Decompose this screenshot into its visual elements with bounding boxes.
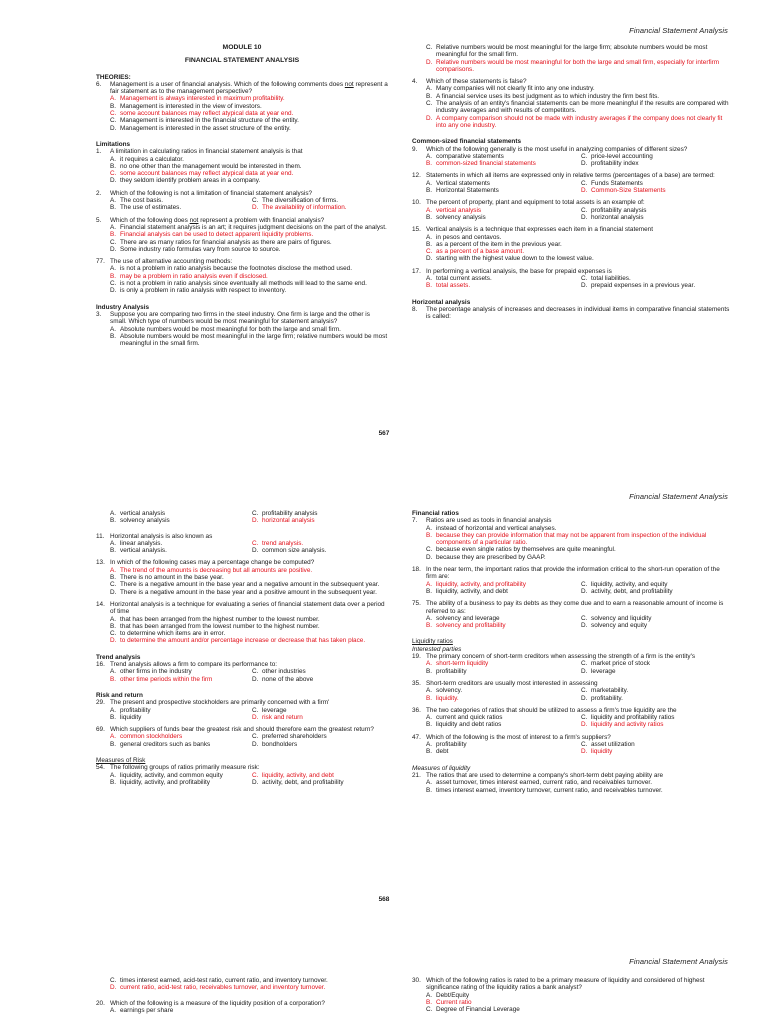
question-1: 1. A limitation in calculating ratios in financial statement analysis is that bbox=[96, 148, 303, 156]
option-c: C. marketability. bbox=[581, 687, 629, 695]
option-c: C. asset utilization bbox=[581, 741, 635, 749]
option-c: C. Relative numbers would be most meaningful for the large firm; absolute numbers would be most meaningful for the small firm. bbox=[426, 44, 708, 59]
question-18: 18. In the near term, the important ratios that provide the information critical to the short-run operation of the firm are: bbox=[412, 566, 720, 581]
question-30: 30. Which of the following ratios is rated to be a primary measure of liquidity and considered of highest significance rating of the liquidity ratios a bank analyst? bbox=[412, 977, 705, 992]
question-21: 21. The ratios that are used to determine a company's short-term debt paying ability are bbox=[412, 771, 664, 779]
option-d: D. horizontal analysis bbox=[581, 213, 644, 221]
question-75: 75. The ability of a business to pay its debts as they come due and to earn a reasonable amount of income is referred to as: bbox=[412, 600, 724, 615]
option-b: B. Management is interested in the view of investors. bbox=[110, 102, 262, 110]
option-a: A. linear analysis. bbox=[110, 539, 163, 547]
option-b: B. liquidity, activity, and profitability bbox=[110, 778, 210, 786]
question-19: 19. The primary concern of short-term creditors when assessing the strength of a firm is the entity's bbox=[412, 653, 696, 661]
option-grid bbox=[426, 581, 730, 596]
option-d: D. current ratio, acid-test ratio, receivables turnover, and inventory turnover. bbox=[110, 984, 326, 992]
option-grid bbox=[426, 180, 730, 195]
option-a: A. liquidity, activity, and profitability bbox=[426, 580, 526, 588]
question-10: 10. The percent of property, plant and equipment to total assets is an example of: bbox=[412, 199, 645, 207]
horizontal-heading: Horizontal analysis bbox=[412, 298, 471, 306]
option-a: A. solvency and leverage bbox=[426, 614, 500, 622]
right-column bbox=[412, 977, 730, 1013]
option-a: A. Vertical statements bbox=[426, 179, 490, 187]
option-a: A. vertical analysis bbox=[110, 510, 166, 517]
option-a: A. that has been arranged from the highest number to the lowest number. bbox=[110, 615, 320, 623]
option-a: A. short-term liquidity bbox=[426, 660, 489, 668]
option-d: D. liquidity bbox=[581, 748, 613, 756]
option-grid bbox=[426, 741, 730, 756]
option-b: B. profitability bbox=[426, 667, 467, 675]
running-header: Financial Statement Analysis bbox=[629, 957, 728, 966]
option-c: C. trend analysis. bbox=[252, 539, 304, 547]
option-c: C. The diversification of firms. bbox=[252, 197, 339, 205]
option-d: D. is only a problem in ratio analysis with respect to inventory. bbox=[110, 287, 287, 295]
interested-parties-heading: Interested parties bbox=[412, 645, 462, 653]
left-column bbox=[96, 977, 388, 1014]
measures-risk-heading: Measures of Risk bbox=[96, 757, 146, 765]
option-d: D. starting with the highest value down to the lowest value. bbox=[426, 255, 594, 263]
page-569 bbox=[0, 945, 768, 1024]
option-c: C. preferred shareholders bbox=[252, 733, 327, 741]
option-d: D. The availability of information. bbox=[252, 204, 347, 212]
option-grid bbox=[426, 153, 730, 168]
module-title: MODULE 10 bbox=[222, 44, 262, 51]
question-69: 69. Which suppliers of funds bear the greatest risk and should therefore earn the greatest return? bbox=[96, 726, 374, 734]
option-d: D. to determine the amount and/or percentage increase or decrease that has taken place. bbox=[110, 637, 366, 645]
option-d: D. profitability index bbox=[581, 160, 639, 168]
option-a: A. other firms in the industry bbox=[110, 668, 192, 676]
option-grid bbox=[426, 714, 730, 729]
left-column bbox=[96, 44, 388, 347]
question-7: 7. Ratios are used as tools in financial analysis bbox=[412, 517, 552, 525]
option-c: C. profitability analysis bbox=[252, 510, 318, 517]
option-a: A. current and quick ratios bbox=[426, 714, 503, 722]
option-b: B. A financial service uses its best judgment as to which industry the firm best fits. bbox=[426, 92, 660, 100]
option-grid bbox=[426, 687, 730, 702]
question-6: 6. Management is a user of financial analysis. Which of the following comments does not represent a fair statement as to the management perspective? bbox=[96, 80, 388, 96]
option-d: D. bondholders bbox=[252, 740, 298, 748]
option-b: B. that has been arranged from the lowest number to the highest number. bbox=[110, 622, 320, 630]
option-d: D. solvency and equity bbox=[581, 622, 648, 630]
liquidity-ratios-heading: Liquidity ratios bbox=[412, 638, 453, 646]
option-d: D. Relative numbers would be most meaningful for both the large and small firm, especially for interfirm comparisons. bbox=[426, 58, 720, 73]
option-a: A. Financial statement analysis is an art; it requires judgment decisions on the part of the analyst. bbox=[110, 223, 387, 231]
measures-liquidity-heading: Measures of liquidity bbox=[412, 764, 471, 772]
option-grid bbox=[110, 668, 388, 683]
option-d: D. risk and return bbox=[252, 713, 303, 721]
financial-ratios-heading: Financial ratios bbox=[412, 510, 459, 517]
option-c: C. Funds Statements bbox=[581, 179, 643, 187]
option-d: D. There is a negative amount in the base year and a positive amount in the subsequent year. bbox=[110, 588, 377, 596]
option-b: B. solvency analysis bbox=[110, 517, 170, 525]
option-a: A. comparative statements bbox=[426, 152, 504, 160]
option-a: A. vertical analysis bbox=[426, 206, 482, 214]
option-b: B. vertical analysis. bbox=[110, 547, 167, 555]
option-grid bbox=[110, 733, 388, 748]
option-a: A. profitability bbox=[110, 706, 151, 714]
running-header: Financial Statement Analysis bbox=[629, 492, 728, 501]
option-d: D. Common-Size Statements bbox=[581, 187, 666, 195]
option-c: C. Degree of Financial Leverage bbox=[426, 1006, 520, 1014]
option-d: D. profitability. bbox=[581, 694, 623, 702]
question-20: 20. Which of the following is a measure of the liquidity position of a corporation? bbox=[96, 999, 325, 1007]
option-c: C. because even single ratios by themselves are quite meaningful. bbox=[426, 546, 616, 554]
option-d: D. because they are prescribed by GAAP. bbox=[426, 553, 546, 561]
option-b: B. may be a problem in ratio analysis even if disclosed. bbox=[110, 272, 268, 280]
option-b: B. Absolute numbers would be most meaningful in the large firm; relative numbers would be most meaningful in the small firm. bbox=[110, 332, 388, 348]
option-c: C. some account balances may reflect atypical data at year end. bbox=[110, 110, 294, 118]
option-d: D. common size analysis. bbox=[252, 547, 327, 555]
option-a: A. Many companies will not clearly fit into any one industry. bbox=[426, 85, 595, 93]
option-grid bbox=[110, 510, 388, 525]
option-c: C. to determine which items are in error. bbox=[110, 630, 226, 638]
option-a: A. solvency. bbox=[426, 687, 463, 695]
option-a: A. in pesos and centavos. bbox=[426, 233, 502, 241]
trend-heading: Trend analysis bbox=[96, 653, 141, 661]
option-a: A. earnings per share bbox=[110, 1006, 174, 1014]
option-c: C. solvency and liquidity bbox=[581, 614, 652, 622]
option-c: C. as a percent of a base amount. bbox=[426, 248, 525, 256]
option-d: D. Some industry ratio formulas vary from source to source. bbox=[110, 245, 281, 253]
option-a: A. Debt/Equity bbox=[426, 991, 470, 999]
option-b: B. liquidity. bbox=[426, 694, 459, 702]
question-3: 3. Suppose you are comparing two firms in the steel industry. One firm is large and the other is small. Which type of numbers would be most meaningful for statement analysis? bbox=[96, 310, 370, 326]
question-13: 13. In which of the following cases may a percentage change be computed? bbox=[96, 559, 315, 567]
option-c: C. is not a problem in ratio analysis since eventually all methods will lead to the same end. bbox=[110, 280, 367, 288]
option-c: C. times interest earned, acid-test ratio, current ratio, and inventory turnover. bbox=[110, 977, 328, 984]
question-77: 77. The use of alternative accounting methods: bbox=[96, 258, 233, 266]
option-grid bbox=[426, 660, 730, 675]
option-a: A. The cost basis. bbox=[110, 197, 163, 205]
option-a: A. liquidity, activity, and common equity bbox=[110, 771, 223, 779]
option-grid bbox=[426, 615, 730, 630]
option-c: C. liquidity, activity, and debt bbox=[252, 771, 334, 779]
option-b: B. liquidity bbox=[110, 713, 142, 721]
option-c: C. liquidity, activity, and equity bbox=[581, 580, 668, 588]
option-b: B. because they can provide information that may not be apparent from inspection of the individual components of a particular ratio. bbox=[426, 531, 707, 547]
page-567 bbox=[0, 0, 768, 470]
option-b: B. general creditors such as banks bbox=[110, 740, 211, 748]
option-d: D. activity, debt, and profitability bbox=[581, 587, 673, 595]
risk-heading: Risk and return bbox=[96, 691, 143, 699]
right-column bbox=[412, 510, 730, 794]
option-c: C. leverage bbox=[252, 706, 287, 714]
left-column bbox=[96, 510, 388, 786]
option-c: C. profitability analysis bbox=[581, 206, 647, 214]
option-grid bbox=[110, 707, 388, 722]
option-b: B. times interest earned, inventory turnover, current ratio, and receivables turnover. bbox=[426, 786, 663, 794]
question-16: 16. Trend analysis allows a firm to compare its performance to: bbox=[96, 661, 278, 669]
theories-heading: THEORIES: bbox=[96, 73, 131, 81]
option-b: B. no one other than the management would be interested in them. bbox=[110, 162, 302, 170]
option-b: B. total assets. bbox=[426, 282, 471, 290]
option-c: C. There is a negative amount in the base year and a negative amount in the subsequent year. bbox=[110, 581, 380, 589]
option-b: B. Horizontal Statements bbox=[426, 187, 499, 195]
option-c: C. There are as many ratios for financial analysis as there are pairs of figures. bbox=[110, 238, 332, 246]
option-a: A. it requires a calculator. bbox=[110, 155, 184, 163]
option-c: C. price-level accounting bbox=[581, 152, 653, 160]
option-a: A. Management is always interested in maximum profitability. bbox=[110, 95, 285, 103]
right-column bbox=[412, 44, 730, 321]
option-b: B. debt bbox=[426, 748, 449, 756]
question-35: 35. Short-term creditors are usually most interested in assessing bbox=[412, 679, 598, 687]
option-c: C. other industries bbox=[252, 668, 306, 676]
option-b: B. solvency and profitability bbox=[426, 622, 506, 630]
option-b: B. The use of estimates. bbox=[110, 204, 182, 212]
option-grid bbox=[426, 275, 730, 290]
option-d: D. horizontal analysis bbox=[252, 517, 315, 525]
option-b: B. solvency analysis bbox=[426, 213, 486, 221]
option-b: B. Current ratio bbox=[426, 998, 472, 1006]
option-b: B. liquidity and debt ratios bbox=[426, 721, 502, 729]
option-c: C. The analysis of an entity's financial statements can be more meaningful if the results are compared with industry averages and with results of competitors. bbox=[426, 100, 729, 115]
option-d: D. activity, debt, and profitability bbox=[252, 778, 344, 786]
option-d: D. A company comparison should not be made with industry averages if the company does not clearly fit into any one industry. bbox=[426, 114, 723, 129]
question-5: 5. Which of the following does not represent a problem with financial analysis? bbox=[96, 216, 325, 224]
option-c: C. market price of stock bbox=[581, 660, 650, 668]
option-a: A. Absolute numbers would be most meaningful for both the large and small firm. bbox=[110, 325, 341, 333]
option-a: A. total current assets. bbox=[426, 275, 492, 283]
question-17: 17. In performing a vertical analysis, the base for prepaid expenses is bbox=[412, 267, 612, 275]
question-15: 15. Vertical analysis is a technique that expresses each item in a financial statement bbox=[412, 226, 653, 234]
question-11: 11. Horizontal analysis is also known as bbox=[96, 532, 213, 540]
option-a: A. instead of horizontal and vertical analyses. bbox=[426, 524, 557, 532]
option-b: B. as a percent of the item in the previous year. bbox=[426, 240, 562, 248]
question-12: 12. Statements in which all items are expressed only in relative terms (percentages of a base) are termed: bbox=[412, 172, 715, 180]
question-36: 36. The two categories of ratios that should be utilized to assess a firm's true liquidity are the bbox=[412, 706, 677, 714]
option-b: B. Financial analysis can be used to detect apparent liquidity problems. bbox=[110, 231, 314, 239]
option-d: D. leverage bbox=[581, 667, 616, 675]
page-568 bbox=[0, 470, 768, 945]
common-size-heading: Common-sized financial statements bbox=[412, 138, 522, 146]
page-number: 568 bbox=[378, 896, 390, 903]
option-b: B. common-sized financial statements bbox=[426, 160, 536, 168]
option-b: B. liquidity, activity, and debt bbox=[426, 587, 508, 595]
option-grid bbox=[110, 772, 388, 787]
option-b: B. other time periods within the firm bbox=[110, 675, 213, 683]
option-c: C. liquidity and profitability ratios bbox=[581, 714, 675, 722]
question-47: 47. Which of the following is the most of interest to a firm's suppliers? bbox=[412, 733, 611, 741]
question-2: 2. Which of the following is not a limitation of financial statement analysis? bbox=[96, 189, 313, 197]
running-header: Financial Statement Analysis bbox=[629, 26, 728, 35]
question-8: 8. The percentage analysis of increases and decreases in individual items in comparative financial statements is called: bbox=[412, 305, 730, 321]
question-54: 54. The following groups of ratios primarily measure risk: bbox=[96, 764, 260, 772]
option-grid bbox=[110, 197, 388, 212]
industry-heading: Industry Analysis bbox=[96, 303, 150, 311]
question-9: 9. Which of the following generally is the most useful in analyzing companies of different sizes? bbox=[412, 145, 688, 153]
option-c: C. some account balances may reflect atypical data at year end. bbox=[110, 170, 294, 178]
option-d: D. Management is interested in the asset structure of the entity. bbox=[110, 124, 291, 132]
option-b: B. There is no amount in the base year. bbox=[110, 574, 224, 582]
page-number: 567 bbox=[378, 430, 390, 437]
subject-title: FINANCIAL STATEMENT ANALYSIS bbox=[184, 57, 300, 65]
option-d: D. they seldom identify problem areas in a company. bbox=[110, 177, 261, 185]
option-a: A. common stockholders bbox=[110, 733, 183, 741]
question-4: 4. Which of these statements is false? bbox=[412, 78, 527, 86]
question-29: 29. The present and prospective stockholders are primarily concerned with a firm' bbox=[96, 699, 330, 707]
option-d: D. prepaid expenses in a previous year. bbox=[581, 282, 696, 290]
option-a: A. The trend of the amounts is decreasing but all amounts are positive. bbox=[110, 566, 313, 574]
option-c2: C. Management is interested in the financial structure of the entity. bbox=[110, 117, 299, 125]
option-c: C. total liabilities. bbox=[581, 275, 631, 283]
option-d: D. none of the above bbox=[252, 675, 314, 683]
option-a: A. asset turnover, times interest earned, current ratio, and receivables turnover. bbox=[426, 779, 652, 787]
limitations-heading: Limitations bbox=[96, 140, 131, 148]
option-grid bbox=[110, 540, 388, 555]
option-a: A. profitability bbox=[426, 741, 467, 749]
option-d: D. liquidity and activity ratios bbox=[581, 721, 664, 729]
option-a: A. is not a problem in ratio analysis because the footnotes disclose the method used. bbox=[110, 265, 352, 273]
question-14: 14. Horizontal analysis is a technique for evaluating a series of financial statement data over a period of time bbox=[96, 600, 385, 616]
option-grid bbox=[426, 207, 730, 222]
